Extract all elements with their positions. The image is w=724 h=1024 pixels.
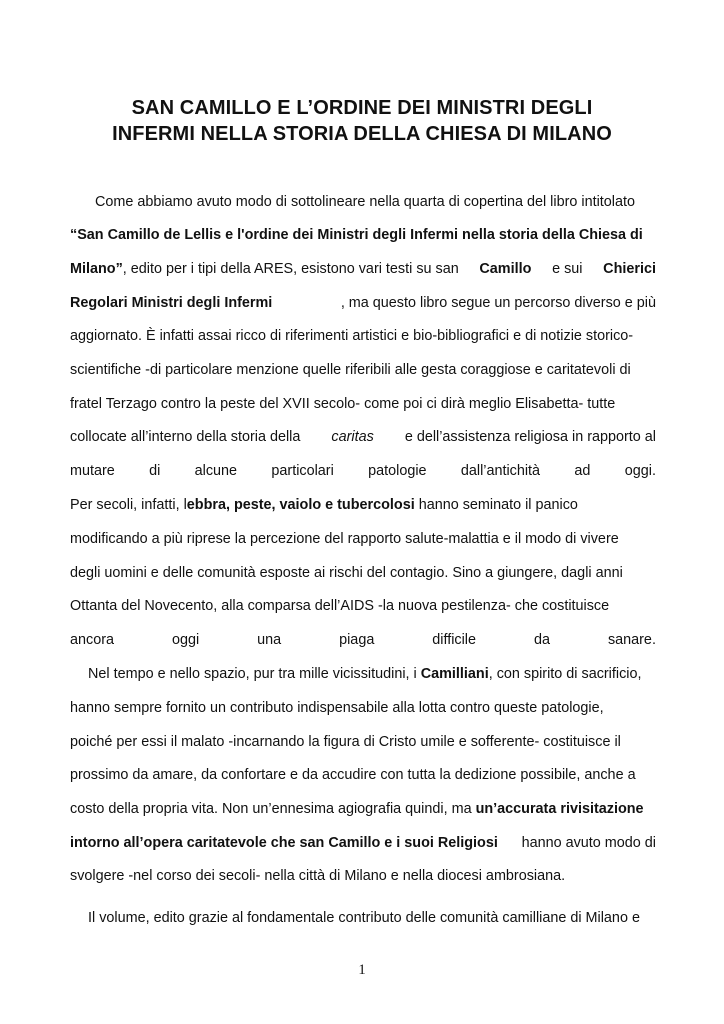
title-line-1: SAN CAMILLO E L’ORDINE DEI MINISTRI DEGLI [131,97,593,119]
paragraph-3-line-1: Il volume, edito grazie al fondamentale contributo delle comunità camilliane di Milano e [88,910,640,926]
paragraph-1-line-11: modificando a più riprese la percezione del rapporto salute-malattia e il modo di vivere [70,531,619,547]
paragraph-2-line-6: intorno all’opera caritatevole che san Camillo e i suoi Religiosi hanno avuto modo di [70,835,656,851]
paragraph-2-line-7: svolgere -nel corso dei secoli- nella città di Milano e nella diocesi ambrosiana. [70,868,566,884]
paragraph-2-line-5: costo della propria vita. Non un’ennesima agiografia quindi, ma un’accurata rivisitazione [70,801,644,817]
paragraph-1-line-1: Come abbiamo avuto modo di sottolineare nella quarta di copertina del libro intitolato [95,194,635,210]
paragraph-2-line-3: poiché per essi il malato -incarnando la figura di Cristo umile e sofferente- costituisce il [70,734,621,750]
paragraph-2-line-1: Nel tempo e nello spazio, pur tra mille vicissitudini, i Camilliani, con spirito di sacrificio, [88,666,642,682]
paragraph-1-line-4: Regolari Ministri degli Infermi , ma questo libro segue un percorso diverso e più [70,295,656,311]
paragraph-2-line-4: prossimo da amare, da confortare e da accudire con tutta la dedizione possibile, anche a [70,767,636,783]
paragraph-1-line-6: scientifiche -di particolare menzione quelle riferibili alle gesta coraggiose e caritatevoli di [70,362,631,378]
paragraph-2-line-2: hanno sempre fornito un contributo indispensabile alla lotta contro queste patologie, [70,700,604,716]
paragraph-1-line-3: Milano”, edito per i tipi della ARES, esistono vari testi su san Camillo e sui Chierici [70,261,656,277]
paragraph-1-line-12: degli uomini e delle comunità esposte ai rischi del contagio. Sino a giungere, dagli anni [70,565,623,581]
paragraph-1-line-8: collocate all’interno della storia della caritas e dell’assistenza religiosa in rapporto al [70,429,656,445]
document-title [60,95,664,147]
paragraph-1-line-7: fratel Terzago contro la peste del XVII secolo- come poi ci dirà meglio Elisabetta- tutte [70,396,616,412]
paragraph-1-line-2: “San Camillo de Lellis e l'ordine dei Ministri degli Infermi nella storia della Chiesa di [70,227,643,243]
paragraph-1-line-14: ancora oggi una piaga difficile da sanare. [70,632,656,648]
paragraph-1-line-13: Ottanta del Novecento, alla comparsa dell’AIDS -la nuova pestilenza- che costituisce [70,598,610,614]
title-line-2: INFERMI NELLA STORIA DELLA CHIESA DI MILANO [112,123,612,145]
paragraph-1-line-10: Per secoli, infatti, lebbra, peste, vaiolo e tubercolosi hanno seminato il panico [70,497,578,513]
paragraph-1-line-5: aggiornato. È infatti assai ricco di riferimenti artistici e bio-bibliografici e di notizie storico- [70,328,634,344]
page-number: 1 [358,962,366,978]
paragraph-1-line-9: mutare di alcune particolari patologie dall’antichità ad oggi. [70,463,656,479]
